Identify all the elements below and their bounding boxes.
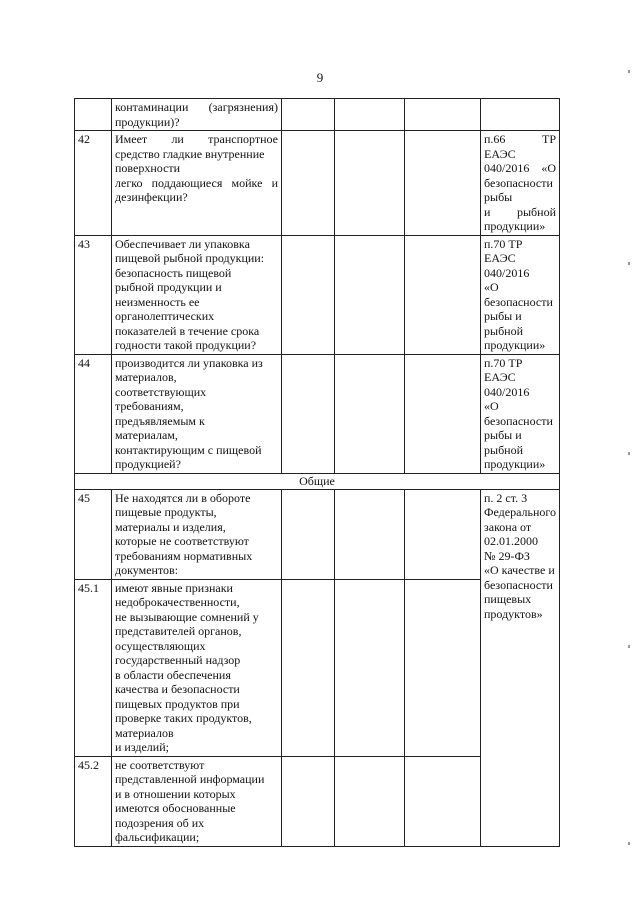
question-line: представителей органов, [115, 624, 242, 638]
reference-line: п.70 ТР ЕАЭС [484, 355, 523, 384]
question-line: имеют явные признаки [115, 580, 233, 595]
question-line: безопасность пищевой [115, 265, 232, 280]
question-line: подозрения об их [115, 815, 205, 830]
reference-line: № 29-ФЗ [484, 548, 530, 563]
reference-cell [481, 131, 560, 236]
answer-yes-cell[interactable] [282, 756, 335, 846]
row-number: 45 [75, 489, 112, 579]
answer-yes-cell[interactable] [282, 354, 335, 473]
answer-no-cell[interactable] [335, 354, 405, 473]
question-line: в области обеспечения [115, 667, 231, 682]
table-row [75, 131, 560, 236]
row-number: 42 [75, 131, 112, 236]
reference-line: Федерального [484, 505, 557, 519]
question-line: средство гладкие внутренние [115, 146, 265, 161]
reference-line: закона от [484, 519, 532, 534]
reference-line: п.66 ТР ЕАЭС [484, 132, 556, 161]
question-line: поверхности [115, 161, 181, 175]
question-line: требованиям, [115, 399, 184, 413]
answer-no-cell[interactable] [335, 99, 405, 131]
question-cell [112, 354, 282, 473]
question-line: которые не соответствуют [115, 534, 249, 548]
reference-line: «О безопасности [484, 280, 553, 309]
section-row [75, 473, 560, 489]
reference-line: рыбы и рыбной [484, 309, 524, 338]
question-line: дезинфекции? [115, 190, 188, 204]
reference-line: продукции» [484, 338, 546, 352]
row-number: 45.2 [75, 756, 112, 846]
table-row [75, 235, 560, 354]
question-line: неизменность ее [115, 294, 200, 309]
question-line: проверке таких продуктов, [115, 711, 252, 725]
row-number: 43 [75, 235, 112, 354]
question-line: продукцией? [115, 457, 181, 471]
page-number: 9 [316, 70, 324, 85]
checklist-table [74, 98, 560, 847]
answer-no-cell[interactable] [335, 131, 405, 236]
question-line: недоброкачественности, [115, 595, 240, 609]
question-line: и в отношении которых [115, 786, 236, 801]
question-cell [112, 579, 282, 756]
question-cell [112, 99, 282, 131]
reference-line: и рыбной [484, 204, 556, 219]
reference-line: 040/2016 [484, 384, 530, 399]
row-number: 45.1 [75, 579, 112, 756]
reference-line: 040/2016 «О [484, 161, 556, 175]
question-line: и изделий; [115, 740, 169, 754]
table-row [75, 489, 560, 579]
question-line: легко поддающиеся мойке и [115, 175, 278, 190]
question-line: соответствующих [115, 384, 207, 399]
question-cell [112, 131, 282, 236]
reference-line: рыбы и рыбной [484, 428, 524, 457]
reference-line: пищевых [484, 592, 532, 606]
question-line: не соответствуют [115, 757, 205, 772]
question-line: материалы и изделия, [115, 519, 226, 534]
question-line: материалов, [115, 370, 177, 384]
question-cell [112, 489, 282, 579]
question-line: имеются обоснованные [115, 801, 236, 815]
reference-line: 02.01.2000 [484, 534, 538, 548]
reference-line: продукции» [484, 457, 546, 471]
answer-na-cell[interactable] [405, 489, 481, 579]
scan-mark [628, 452, 630, 455]
reference-cell [481, 489, 560, 846]
question-line: производится ли упаковка из [115, 355, 263, 370]
table-row [75, 354, 560, 473]
section-title: Общие [75, 473, 560, 489]
question-line: материалам, [115, 428, 178, 442]
answer-no-cell[interactable] [335, 489, 405, 579]
reference-line: продукции» [484, 219, 546, 233]
reference-line: безопасности рыбы [484, 175, 553, 204]
reference-line: 040/2016 [484, 265, 530, 280]
question-line: государственный надзор [115, 653, 241, 667]
question-line: не вызывающие сомнений у [115, 609, 259, 624]
answer-no-cell[interactable] [335, 756, 405, 846]
answer-na-cell[interactable] [405, 99, 481, 131]
answer-na-cell[interactable] [405, 756, 481, 846]
table-row [75, 99, 560, 131]
scan-mark [628, 842, 630, 845]
question-line: представленной информации [115, 772, 265, 786]
answer-no-cell[interactable] [335, 579, 405, 756]
row-number [75, 99, 112, 131]
question-line: продукции)? [115, 114, 180, 129]
scan-mark [628, 70, 630, 73]
answer-yes-cell[interactable] [282, 131, 335, 236]
question-line: пищевой рыбной продукции: [115, 251, 265, 265]
question-cell [112, 756, 282, 846]
reference-line: «О безопасности [484, 399, 553, 428]
reference-line: «О качестве и [484, 563, 555, 577]
answer-yes-cell[interactable] [282, 579, 335, 756]
answer-na-cell[interactable] [405, 131, 481, 236]
question-line: качества и безопасности [115, 682, 240, 696]
question-line: контактирующим с пищевой [115, 442, 262, 457]
reference-line: безопасности [484, 577, 553, 592]
reference-cell [481, 354, 560, 473]
answer-na-cell[interactable] [405, 235, 481, 354]
question-line: фальсификации; [115, 830, 200, 844]
question-line: органолептических [115, 309, 215, 323]
reference-cell [481, 235, 560, 354]
answer-na-cell[interactable] [405, 354, 481, 473]
answer-na-cell[interactable] [405, 579, 481, 756]
question-line: материалов [115, 725, 174, 740]
reference-line: п.70 ТР ЕАЭС [484, 236, 523, 265]
reference-cell [481, 99, 560, 131]
reference-line: продуктов» [484, 606, 543, 621]
question-line: Имеет ли транспортное [115, 132, 278, 146]
scan-mark [628, 262, 630, 265]
reference-line: п. 2 ст. 3 [484, 490, 528, 505]
answer-no-cell[interactable] [335, 235, 405, 354]
answer-yes-cell[interactable] [282, 99, 335, 131]
question-line: рыбной продукции и [115, 280, 222, 294]
question-line: пищевых продуктов при [115, 696, 240, 711]
question-line: документов: [115, 563, 179, 577]
question-line: Не находятся ли в обороте [115, 490, 251, 505]
question-line: контаминации (загрязнения) [115, 100, 278, 114]
answer-yes-cell[interactable] [282, 235, 335, 354]
question-line: осуществляющих [115, 638, 206, 653]
answer-yes-cell[interactable] [282, 489, 335, 579]
row-number: 44 [75, 354, 112, 473]
question-cell [112, 235, 282, 354]
question-line: годности такой продукции? [115, 338, 257, 352]
question-line: требованиям нормативных [115, 548, 253, 563]
question-line: предъявляемым к [115, 413, 205, 428]
scan-mark [628, 645, 630, 648]
question-line: показателей в течение срока [115, 323, 260, 338]
question-line: пищевые продукты, [115, 505, 217, 519]
question-line: Обеспечивает ли упаковка [115, 236, 250, 251]
